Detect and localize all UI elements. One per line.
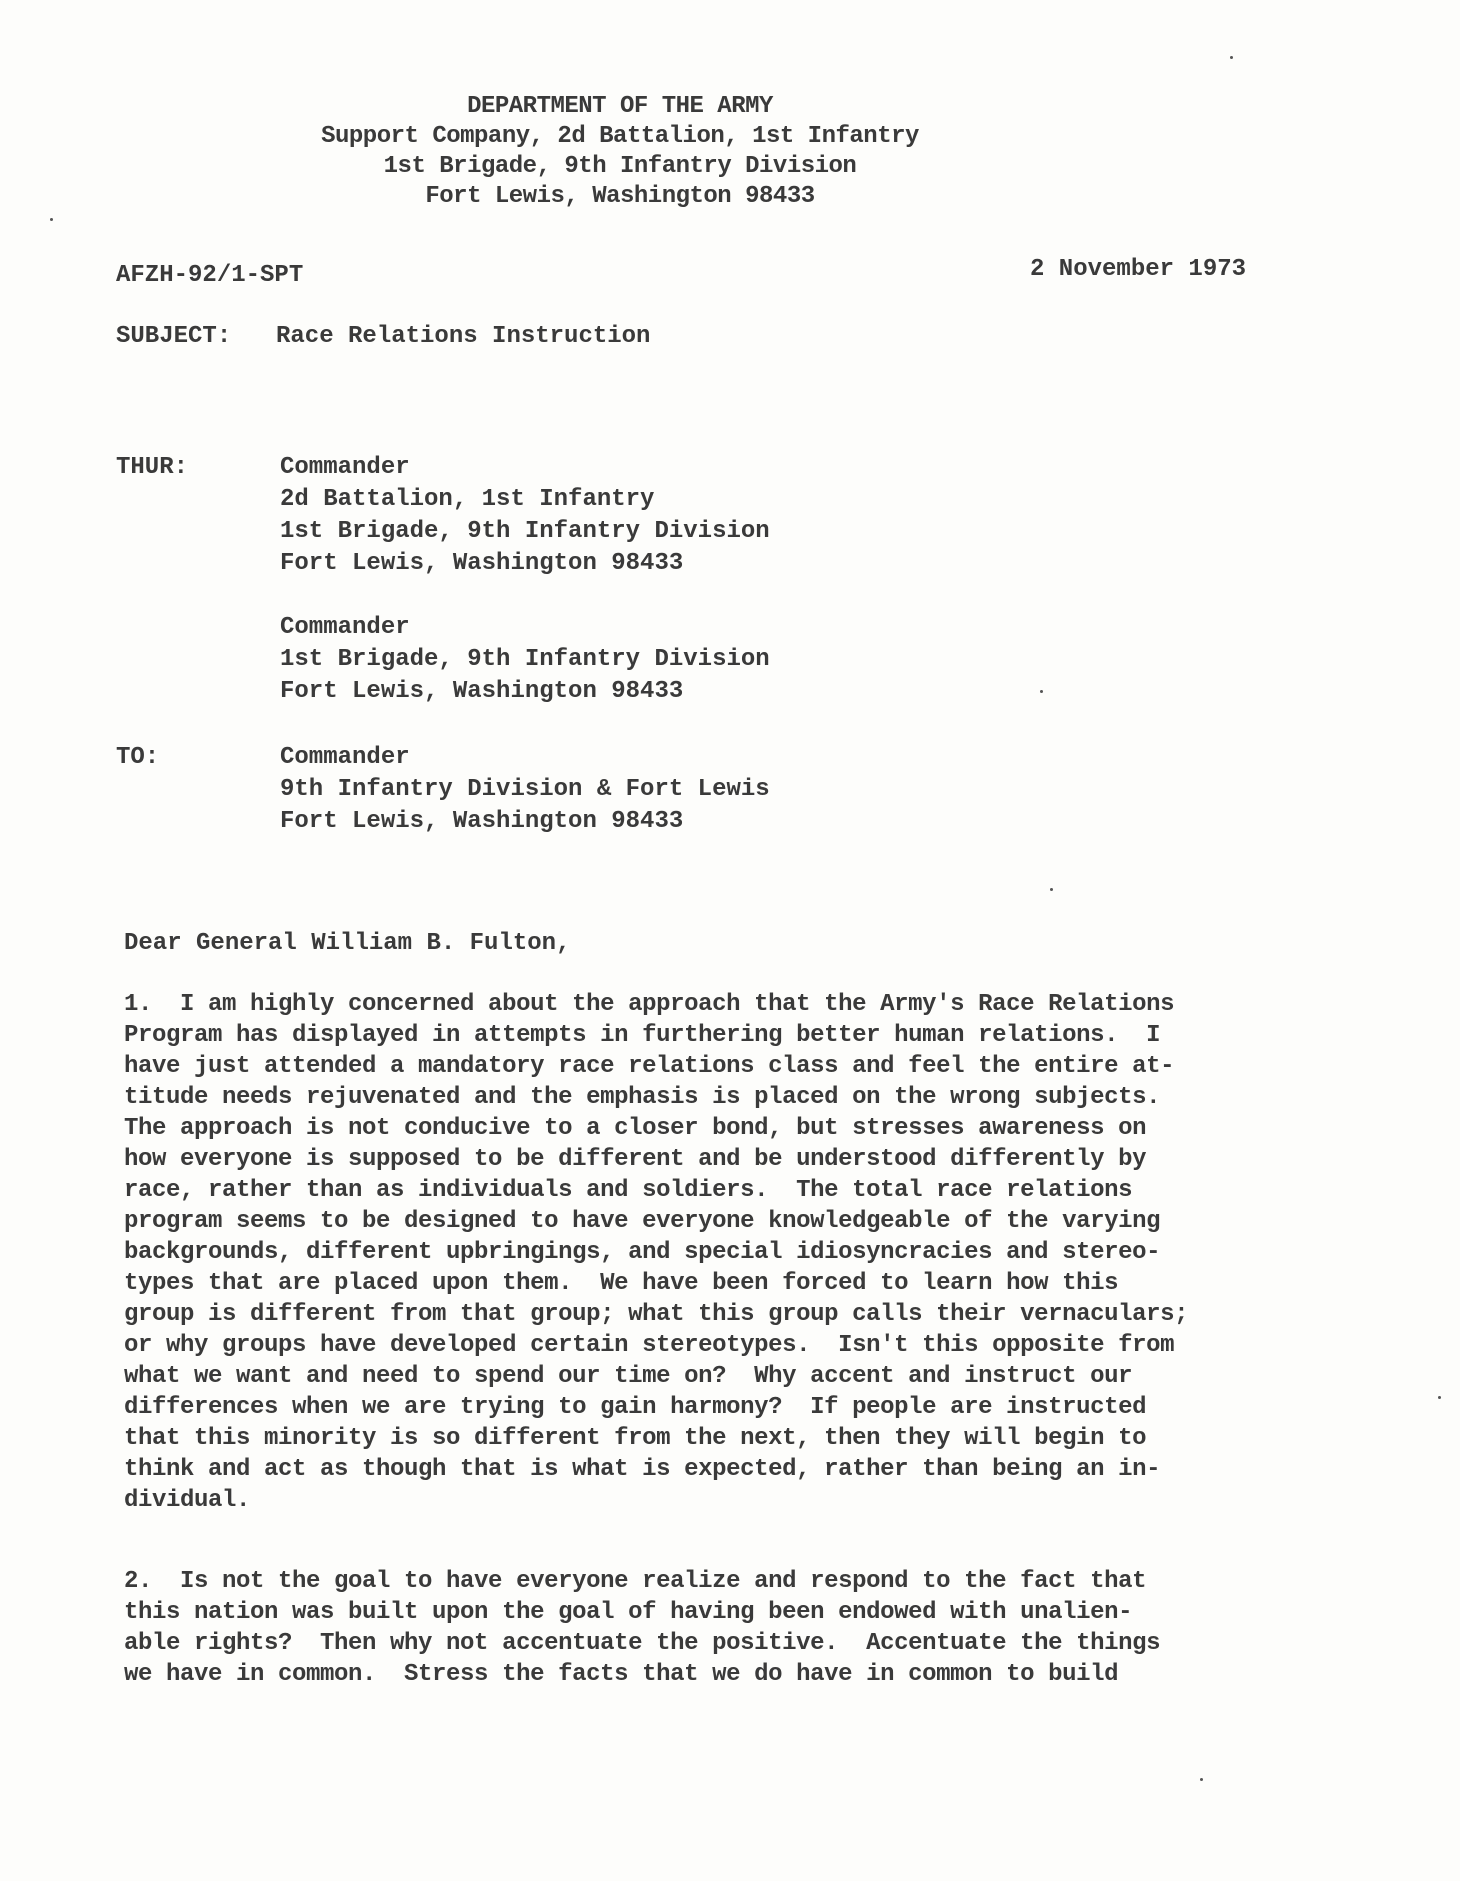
thru-1-battalion: 2d Battalion, 1st Infantry xyxy=(280,486,655,513)
paragraph-1-line: group is different from that group; what this group calls their vernaculars; xyxy=(124,1301,1189,1328)
paragraph-1-line: think and act as though that is what is expected, rather than being an in- xyxy=(124,1456,1161,1483)
scan-speck xyxy=(1200,1778,1203,1781)
scan-speck xyxy=(1040,690,1043,693)
scan-speck xyxy=(50,218,53,221)
paragraph-2-line: this nation was built upon the goal of having been endowed with unalien- xyxy=(124,1599,1133,1626)
letterhead xyxy=(0,95,1240,215)
thru-1-address: Fort Lewis, Washington 98433 xyxy=(280,550,684,577)
paragraph-1-line: or why groups have developed certain stereotypes. Isn't this opposite from xyxy=(124,1332,1175,1359)
letterhead-address: Fort Lewis, Washington 98433 xyxy=(425,183,815,210)
paragraph-1-line: The approach is not conducive to a closer bond, but stresses awareness on xyxy=(124,1115,1147,1142)
subject-line xyxy=(116,325,650,349)
thru-1-title: Commander xyxy=(280,454,410,481)
to-title: Commander xyxy=(280,744,410,771)
scan-speck xyxy=(1438,1396,1441,1399)
paragraph-2-line: able rights? Then why not accentuate the positive. Accentuate the things xyxy=(124,1630,1161,1657)
thru-addressee-2 xyxy=(280,616,770,712)
paragraph-1-line: dividual. xyxy=(124,1487,251,1514)
thru-1-brigade: 1st Brigade, 9th Infantry Division xyxy=(280,518,770,545)
letterhead-brigade: 1st Brigade, 9th Infantry Division xyxy=(383,153,857,180)
paragraph-1 xyxy=(124,993,1354,1520)
letterhead-department: DEPARTMENT OF THE ARMY xyxy=(467,93,773,120)
to-addressee xyxy=(280,746,770,842)
scan-speck xyxy=(1050,888,1053,891)
thru-label: THUR: xyxy=(116,454,189,481)
paragraph-1-line: backgrounds, different upbringings, and special idiosyncracies and stereo- xyxy=(124,1239,1161,1266)
paragraph-1-line: program seems to be designed to have everyone knowledgeable of the varying xyxy=(124,1208,1161,1235)
paragraph-1-line: titude needs rejuvenated and the emphasis is placed on the wrong subjects. xyxy=(124,1084,1161,1111)
paragraph-1-line: have just attended a mandatory race relations class and feel the entire at- xyxy=(124,1053,1175,1080)
thru-2-address: Fort Lewis, Washington 98433 xyxy=(280,678,684,705)
to-division: 9th Infantry Division & Fort Lewis xyxy=(280,776,770,803)
paragraph-1-line: types that are placed upon them. We have been forced to learn how this xyxy=(124,1270,1119,1297)
paragraph-1-line: that this minority is so different from the next, then they will begin to xyxy=(124,1425,1147,1452)
paragraph-1-line: race, rather than as individuals and soldiers. The total race relations xyxy=(124,1177,1133,1204)
salutation: Dear General William B. Fulton, xyxy=(124,930,571,957)
letter-date: 2 November 1973 xyxy=(1030,256,1247,283)
paragraph-2-line: we have in common. Stress the facts that we do have in common to build xyxy=(124,1661,1119,1688)
thru-2-brigade: 1st Brigade, 9th Infantry Division xyxy=(280,646,770,673)
paragraph-1-line: Program has displayed in attempts in furthering better human relations. I xyxy=(124,1022,1161,1049)
thru-addressee-1 xyxy=(280,456,770,584)
paragraph-1-line: 1. I am highly concerned about the approach that the Army's Race Relations xyxy=(124,991,1175,1018)
letterhead-unit: Support Company, 2d Battalion, 1st Infantry xyxy=(321,123,919,150)
paragraph-1-line: what we want and need to spend our time on? Why accent and instruct our xyxy=(124,1363,1133,1390)
paragraph-1-line: how everyone is supposed to be different and be understood differently by xyxy=(124,1146,1147,1173)
thru-2-title: Commander xyxy=(280,614,410,641)
subject-label: SUBJECT: xyxy=(116,323,232,350)
subject-text: Race Relations Instruction xyxy=(276,323,651,350)
paragraph-2 xyxy=(124,1570,1354,1694)
scan-speck xyxy=(1230,56,1233,59)
paragraph-1-line: differences when we are trying to gain harmony? If people are instructed xyxy=(124,1394,1147,1421)
to-address: Fort Lewis, Washington 98433 xyxy=(280,808,684,835)
office-symbol: AFZH-92/1-SPT xyxy=(116,262,304,289)
to-label: TO: xyxy=(116,744,160,771)
paragraph-2-line: 2. Is not the goal to have everyone realize and respond to the fact that xyxy=(124,1568,1147,1595)
